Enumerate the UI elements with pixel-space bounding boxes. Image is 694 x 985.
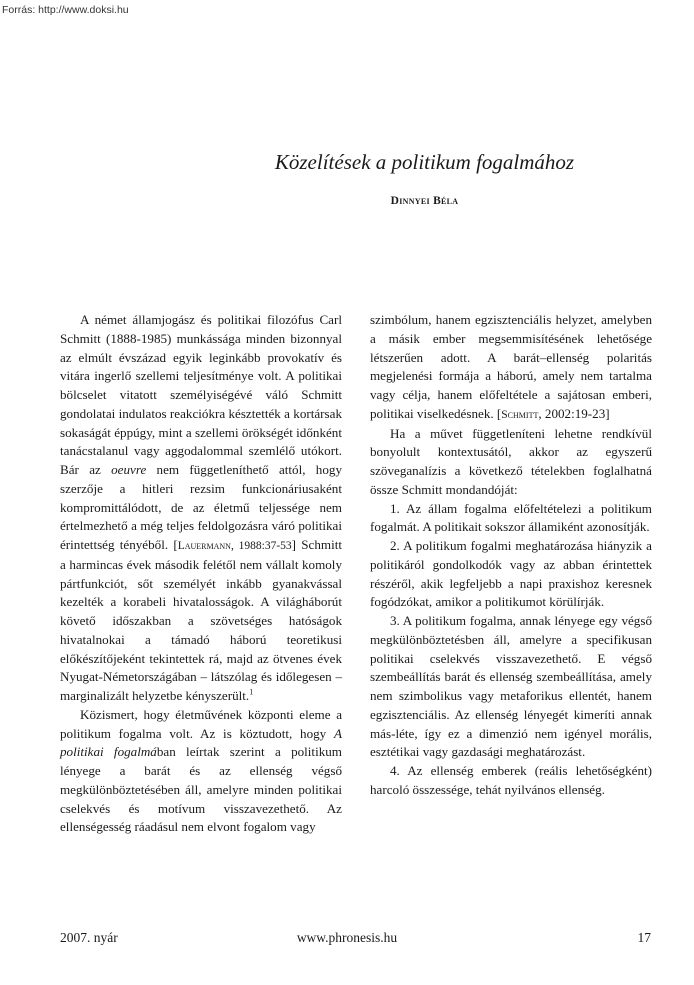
article-title: Közelítések a politikum fogalmához [274, 150, 575, 174]
thesis-1: 1. Az állam fogalma előfeltételezi a politikum fogalmát. A politikait sokszor államiként azonosítják. [370, 500, 652, 535]
footnote-marker: 1 [249, 687, 254, 697]
thesis-4: 4. Az ellenség emberek (reális lehetőségként) harcoló összessége, tehát nyilvános ellenség. [370, 763, 652, 797]
citation: Schmitt [501, 408, 539, 421]
right-column [370, 311, 652, 800]
citation: Lauermann, 1988:37-53 [177, 540, 292, 552]
thesis-2: 2. A politikum fogalmi meghatározása hiányzik a politikáról gondolkodók vagy az abban érintettek részéről, akik legfeljebb a napi praxishoz keresnek fogódzókat, amikor a politikumot körülírják. [370, 538, 652, 610]
paragraph-intro: A német államjogász és politikai filozófus Carl Schmitt (1888-1985) munkássága minden bizonnyal az elmúlt évszázad egyik leginkább provokatív és vitára ingerlő szellemi teljesítménye volt. A politikai bölcselet vitatott személyiségévé váló Schmitt gondolatai indulatos reakciókra késztették a kortársak sokaságát éppúgy, mint a szellemi örökségét időnként tanácstalanul vagy aggodalommal szemlélő utókort. Bár az oeuvre nem függetleníthető attól, hogy szerzője a hitleri rezsim funkcionáriusaként kompromittálódott, de az életmű teljessége nem értelmezhető a még teljes feldolgozásra váró politikai érintettség tényéből. [Lauermann, 1988:37-53] Schmitt a harmincas évek második felétől nem vállalt komoly pártfunkciót, sőt személyét inkább gyanakvással kezelték a korabeli hivatalosságok. A világháborút követő időszakban a szövetséges hatóságok hivatalnokai a támadó háború teoretikusi előkészítőjeként tekintettek rá, majd az ötvenes évek Nyugat-Németországában – látszólag és időlegesen – marginalizált helyzetbe kényszerült.$^1$ [60, 312, 342, 703]
thesis-3: 3. A politikum fogalma, annak lényege egy végső megkülönböztetésben áll, amelyre a specifikusan politikai cselekvés visszavezethető. E végső szembeállítás barát és ellenség szembeállítása, amely nem szimbolikus vagy metaforikus ellentét, hanem egzisztenciális. Az ellenség lényegét kimeríti annak más-léte, így ez a dimenzió nem igényel morális, esztétikai vagy gazdasági meghatározást. [370, 613, 652, 760]
author-name: Dinnyei Béla [390, 195, 459, 207]
book-title: A politikai fogalmá [60, 725, 342, 760]
oeuvre-term: oeuvre [111, 462, 147, 477]
paragraph-summary-intro: Ha a művet függetleníteni lehetne rendkívül bonyolult kontextusától, akkor az egyszerű szöveganalízis a következő tételekben foglalhatná össze Schmitt mondandóját: [370, 425, 652, 497]
footer-website: www.phronesis.hu [296, 930, 398, 945]
paragraph-continued: szimbólum, hanem egzisztenciális helyzet, amelyben a másik ember megsemmisítésének lehetősége létszerűen adott. A barát–ellenség polaritás megjelenési formája a háború, amely nem tartalma vagy célja, hanem előfeltétele a sajátosan emberi, politikai viselkedésnek. [Schmitt, 2002:19-23] [370, 312, 652, 421]
paragraph-concept: Közismert, hogy életművének központi eleme a politikum fogalma volt. Az is köztudott, hogy A politikai fogalmában leírtak szerint a politikum lényege a barát és az ellenség végső megkülönböztetésében áll, amelyre minden politikai cselekvés és motívum visszavezethető. Az ellenségesség ráadásul nem elvont fogalom vagy [60, 706, 342, 835]
left-column [60, 311, 342, 837]
footer-issue: 2007. nyár [60, 930, 118, 945]
source-label: Forrás: http://www.doksi.hu [2, 4, 129, 16]
page-number: 17 [637, 930, 651, 945]
